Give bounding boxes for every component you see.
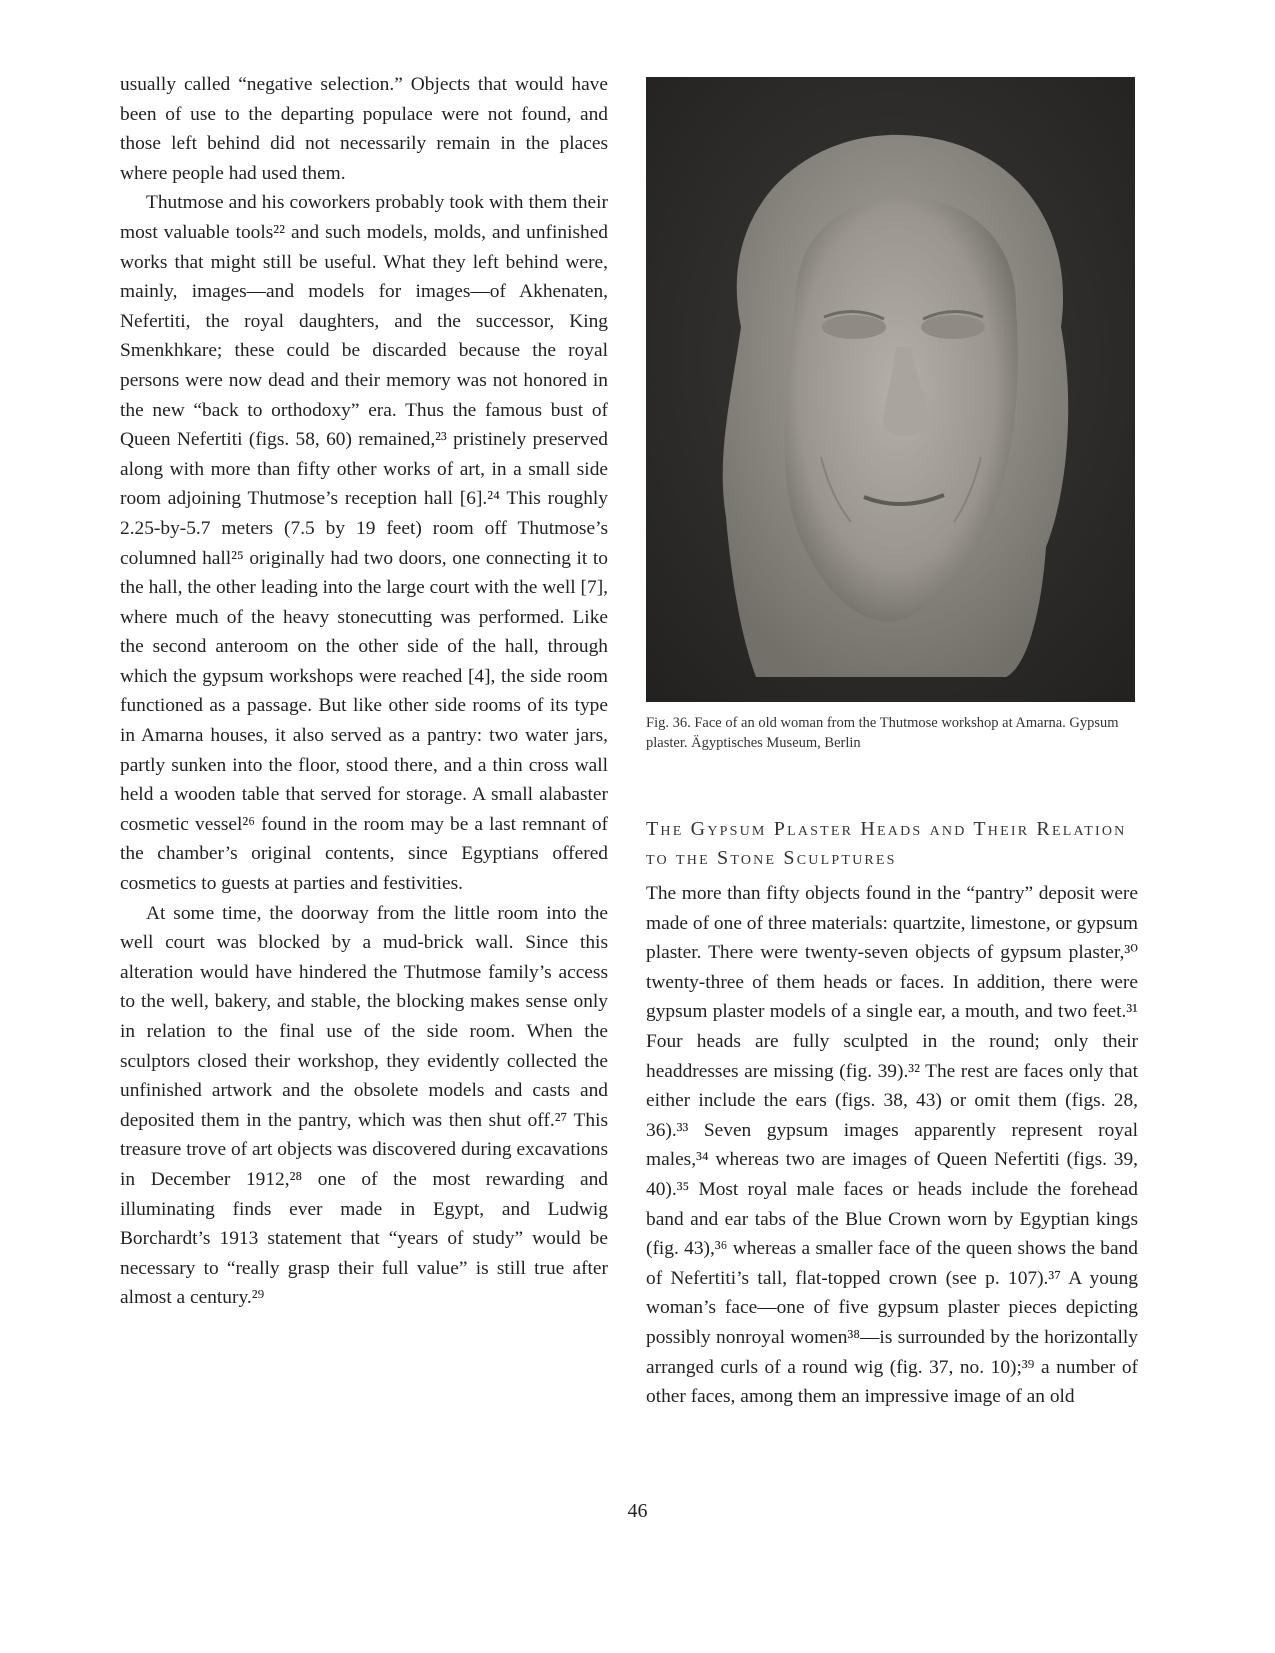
plaster-face-image	[646, 77, 1135, 702]
paragraph: Thutmose and his coworkers probably took with them their most valuable tools²² and such models, molds, and unfinished works that might still be useful. What they left behind were, mainly, images—and models for images—of Akhenaten, Nefertiti, the royal daughters, and the successor, King Smenkhkare; these could be discarded because the royal persons were now dead and their memory was not honored in the new “back to orthodoxy” era. Thus the famous bust of Queen Nefertiti (figs. 58, 60) remained,²³ pristinely preserved along with more than fifty other works of art, in a small side room adjoining Thutmose’s reception hall [6].²⁴ This roughly 2.25-by-5.7 meters (7.5 by 19 feet) room off Thutmose’s columned hall²⁵ originally had two doors, one connecting it to the hall, the other leading into the large court with the well [7], where much of the heavy stonecutting was performed. Like the second anteroom on the other side of the hall, through which the gypsum workshops were reached [4], the side room functioned as a passage. But like other side rooms of its type in Amarna houses, it also served as a pantry: two water jars, partly sunken into the floor, stood there, and a thin cross wall held a wooden table that served for storage. A small alabaster cosmetic vessel²⁶ found in the room may be a last remnant of the chamber’s original contents, since Egyptians offered cosmetics to guests at parties and festivities.	[120, 192, 608, 895]
right-column	[646, 77, 1138, 1412]
paragraph: usually called “negative selection.” Objects that would have been of use to the departing populace were not found, and those left behind did not necessarily remain in the places where people had used them.	[120, 74, 608, 184]
left-column	[120, 70, 608, 1313]
figure-photo	[646, 77, 1135, 702]
paragraph: The more than fifty objects found in the “pantry” deposit were made of one of three materials: quartzite, limestone, or gypsum plaster. There were twenty-seven objects of gypsum plaster,³⁰ twenty-three of them heads or faces. In addition, there were gypsum plaster models of a single ear, a mouth, and two feet.³¹ Four heads are fully sculpted in the round; only their headdresses are missing (fig. 39).³² The rest are faces only that either include the ears (figs. 38, 43) or omit them (figs. 28, 36).³³ Seven gypsum images apparently represent royal males,³⁴ whereas two are images of Queen Nefertiti (figs. 39, 40).³⁵ Most royal male faces or heads include the forehead band and ear tabs of the Blue Crown worn by Egyptian kings (fig. 43),³⁶ whereas a smaller face of the queen shows the band of Nefertiti’s tall, flat-topped crown (see p. 107).³⁷ A young woman’s face—one of five gypsum plaster pieces depicting possibly nonroyal women³⁸—is surrounded by the horizontally arranged curls of a round wig (fig. 37, no. 10);³⁹ a number of other faces, among them an impressive image of an old	[646, 883, 1138, 1408]
section-body	[646, 879, 1138, 1412]
section-heading: The Gypsum Plaster Heads and Their Relation to the Stone Sculptures	[646, 818, 1127, 869]
page-number: 46	[627, 1500, 648, 1522]
paragraph: At some time, the doorway from the little room into the well court was blocked by a mud-brick wall. Since this alteration would have hindered the Thutmose family’s access to the well, bakery, and stable, the blocking makes sense only in relation to the final use of the side room. When the sculptors closed their workshop, they evidently collected the unfinished artwork and the obsolete models and casts and deposited them in the pantry, which was then shut off.²⁷ This treasure trove of art objects was discovered during excavations in December 1912,²⁸ one of the most rewarding and illuminating finds ever made in Egypt, and Ludwig Borchardt’s 1913 statement that “years of study” would be necessary to “really grasp their full value” is still true after almost a century.²⁹	[120, 902, 608, 1309]
figure-caption: Fig. 36. Face of an old woman from the Thutmose workshop at Amarna. Gypsum plaster. Ägyptisches Museum, Berlin	[646, 715, 1119, 751]
